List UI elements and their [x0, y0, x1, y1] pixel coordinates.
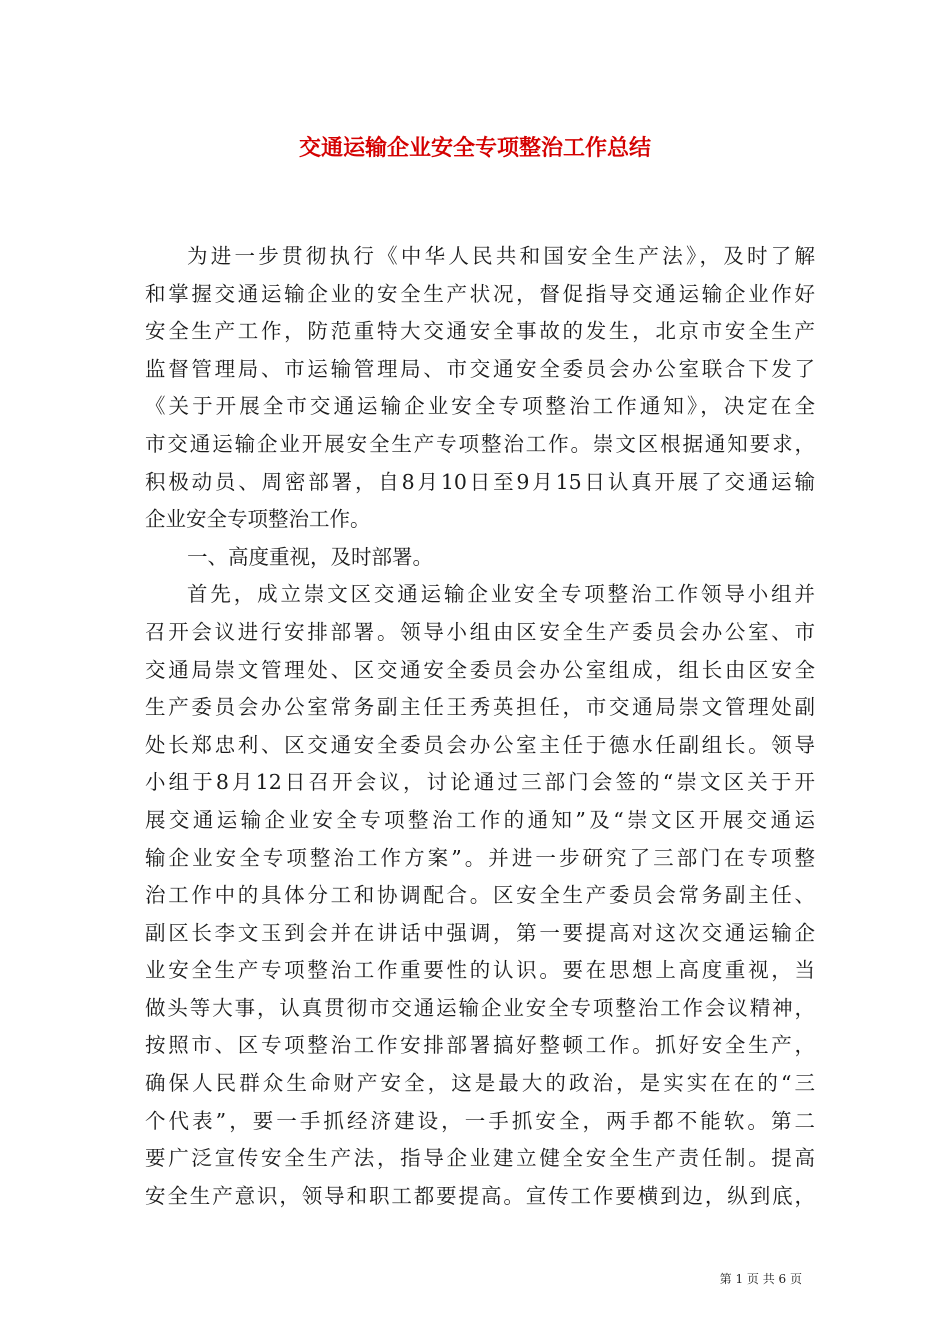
text-line: 小组于8月12日召开会议，讨论通过三部门会签的“崇文区关于开 — [145, 770, 815, 795]
text-line: 展交通运输企业安全专项整治工作的通知”及“崇文区开展交通运 — [145, 807, 815, 832]
text-line: 业安全生产专项整治工作重要性的认识。要在思想上高度重视，当 — [145, 958, 815, 983]
text-line: 召开会议进行安排部署。领导小组由区安全生产委员会办公室、市 — [145, 619, 815, 644]
text-line: 按照市、区专项整治工作安排部署搞好整顿工作。抓好安全生产， — [145, 1033, 815, 1058]
text-line: 《关于开展全市交通运输企业安全专项整治工作通知》，决定在全 — [145, 394, 815, 419]
text-line: 确保人民群众生命财产安全，这是最大的政治，是实实在在的“三 — [145, 1071, 815, 1096]
text-line: 要广泛宣传安全生产法，指导企业建立健全安全生产责任制。提高 — [145, 1146, 815, 1171]
document-body — [145, 238, 815, 1215]
text-line: 个代表”，要一手抓经济建设，一手抓安全，两手都不能软。第二 — [145, 1108, 815, 1133]
text-line: 生产委员会办公室常务副主任王秀英担任，市交通局崇文管理处副 — [145, 695, 815, 720]
text-line: 输企业安全专项整治工作方案”。并进一步研究了三部门在专项整 — [145, 845, 815, 870]
text-line: 积极动员、周密部署，自8月10日至9月15日认真开展了交通运输 — [145, 469, 815, 494]
text-line: 一、高度重视，及时部署。 — [187, 544, 433, 569]
text-line: 企业安全专项整治工作。 — [145, 507, 371, 532]
text-line: 市交通运输企业开展安全生产专项整治工作。崇文区根据通知要求， — [145, 431, 815, 456]
text-line: 做头等大事，认真贯彻市交通运输企业安全专项整治工作会议精神， — [145, 995, 815, 1020]
text-line: 首先，成立崇文区交通运输企业安全专项整治工作领导小组并 — [187, 582, 815, 607]
text-line: 监督管理局、市运输管理局、市交通安全委员会办公室联合下发了 — [145, 356, 815, 381]
text-line: 副区长李文玉到会并在讲话中强调，第一要提高对这次交通运输企 — [145, 920, 815, 945]
page-number: 第 1 页 共 6 页 — [719, 1272, 802, 1286]
text-line: 和掌握交通运输企业的安全生产状况，督促指导交通运输企业作好 — [145, 281, 815, 306]
text-line: 治工作中的具体分工和协调配合。区安全生产委员会常务副主任、 — [145, 883, 815, 908]
text-line: 安全生产意识，领导和职工都要提高。宣传工作要横到边，纵到底， — [145, 1183, 815, 1208]
document-title: 交通运输企业安全专项整治工作总结 — [298, 135, 651, 161]
text-line: 处长郑忠利、区交通安全委员会办公室主任于德水任副组长。领导 — [145, 732, 815, 757]
text-line: 为进一步贯彻执行《中华人民共和国安全生产法》，及时了解 — [187, 244, 815, 268]
text-line: 安全生产工作，防范重特大交通安全事故的发生，北京市安全生产 — [145, 319, 815, 344]
text-line: 交通局崇文管理处、区交通安全委员会办公室组成，组长由区安全 — [145, 657, 815, 682]
